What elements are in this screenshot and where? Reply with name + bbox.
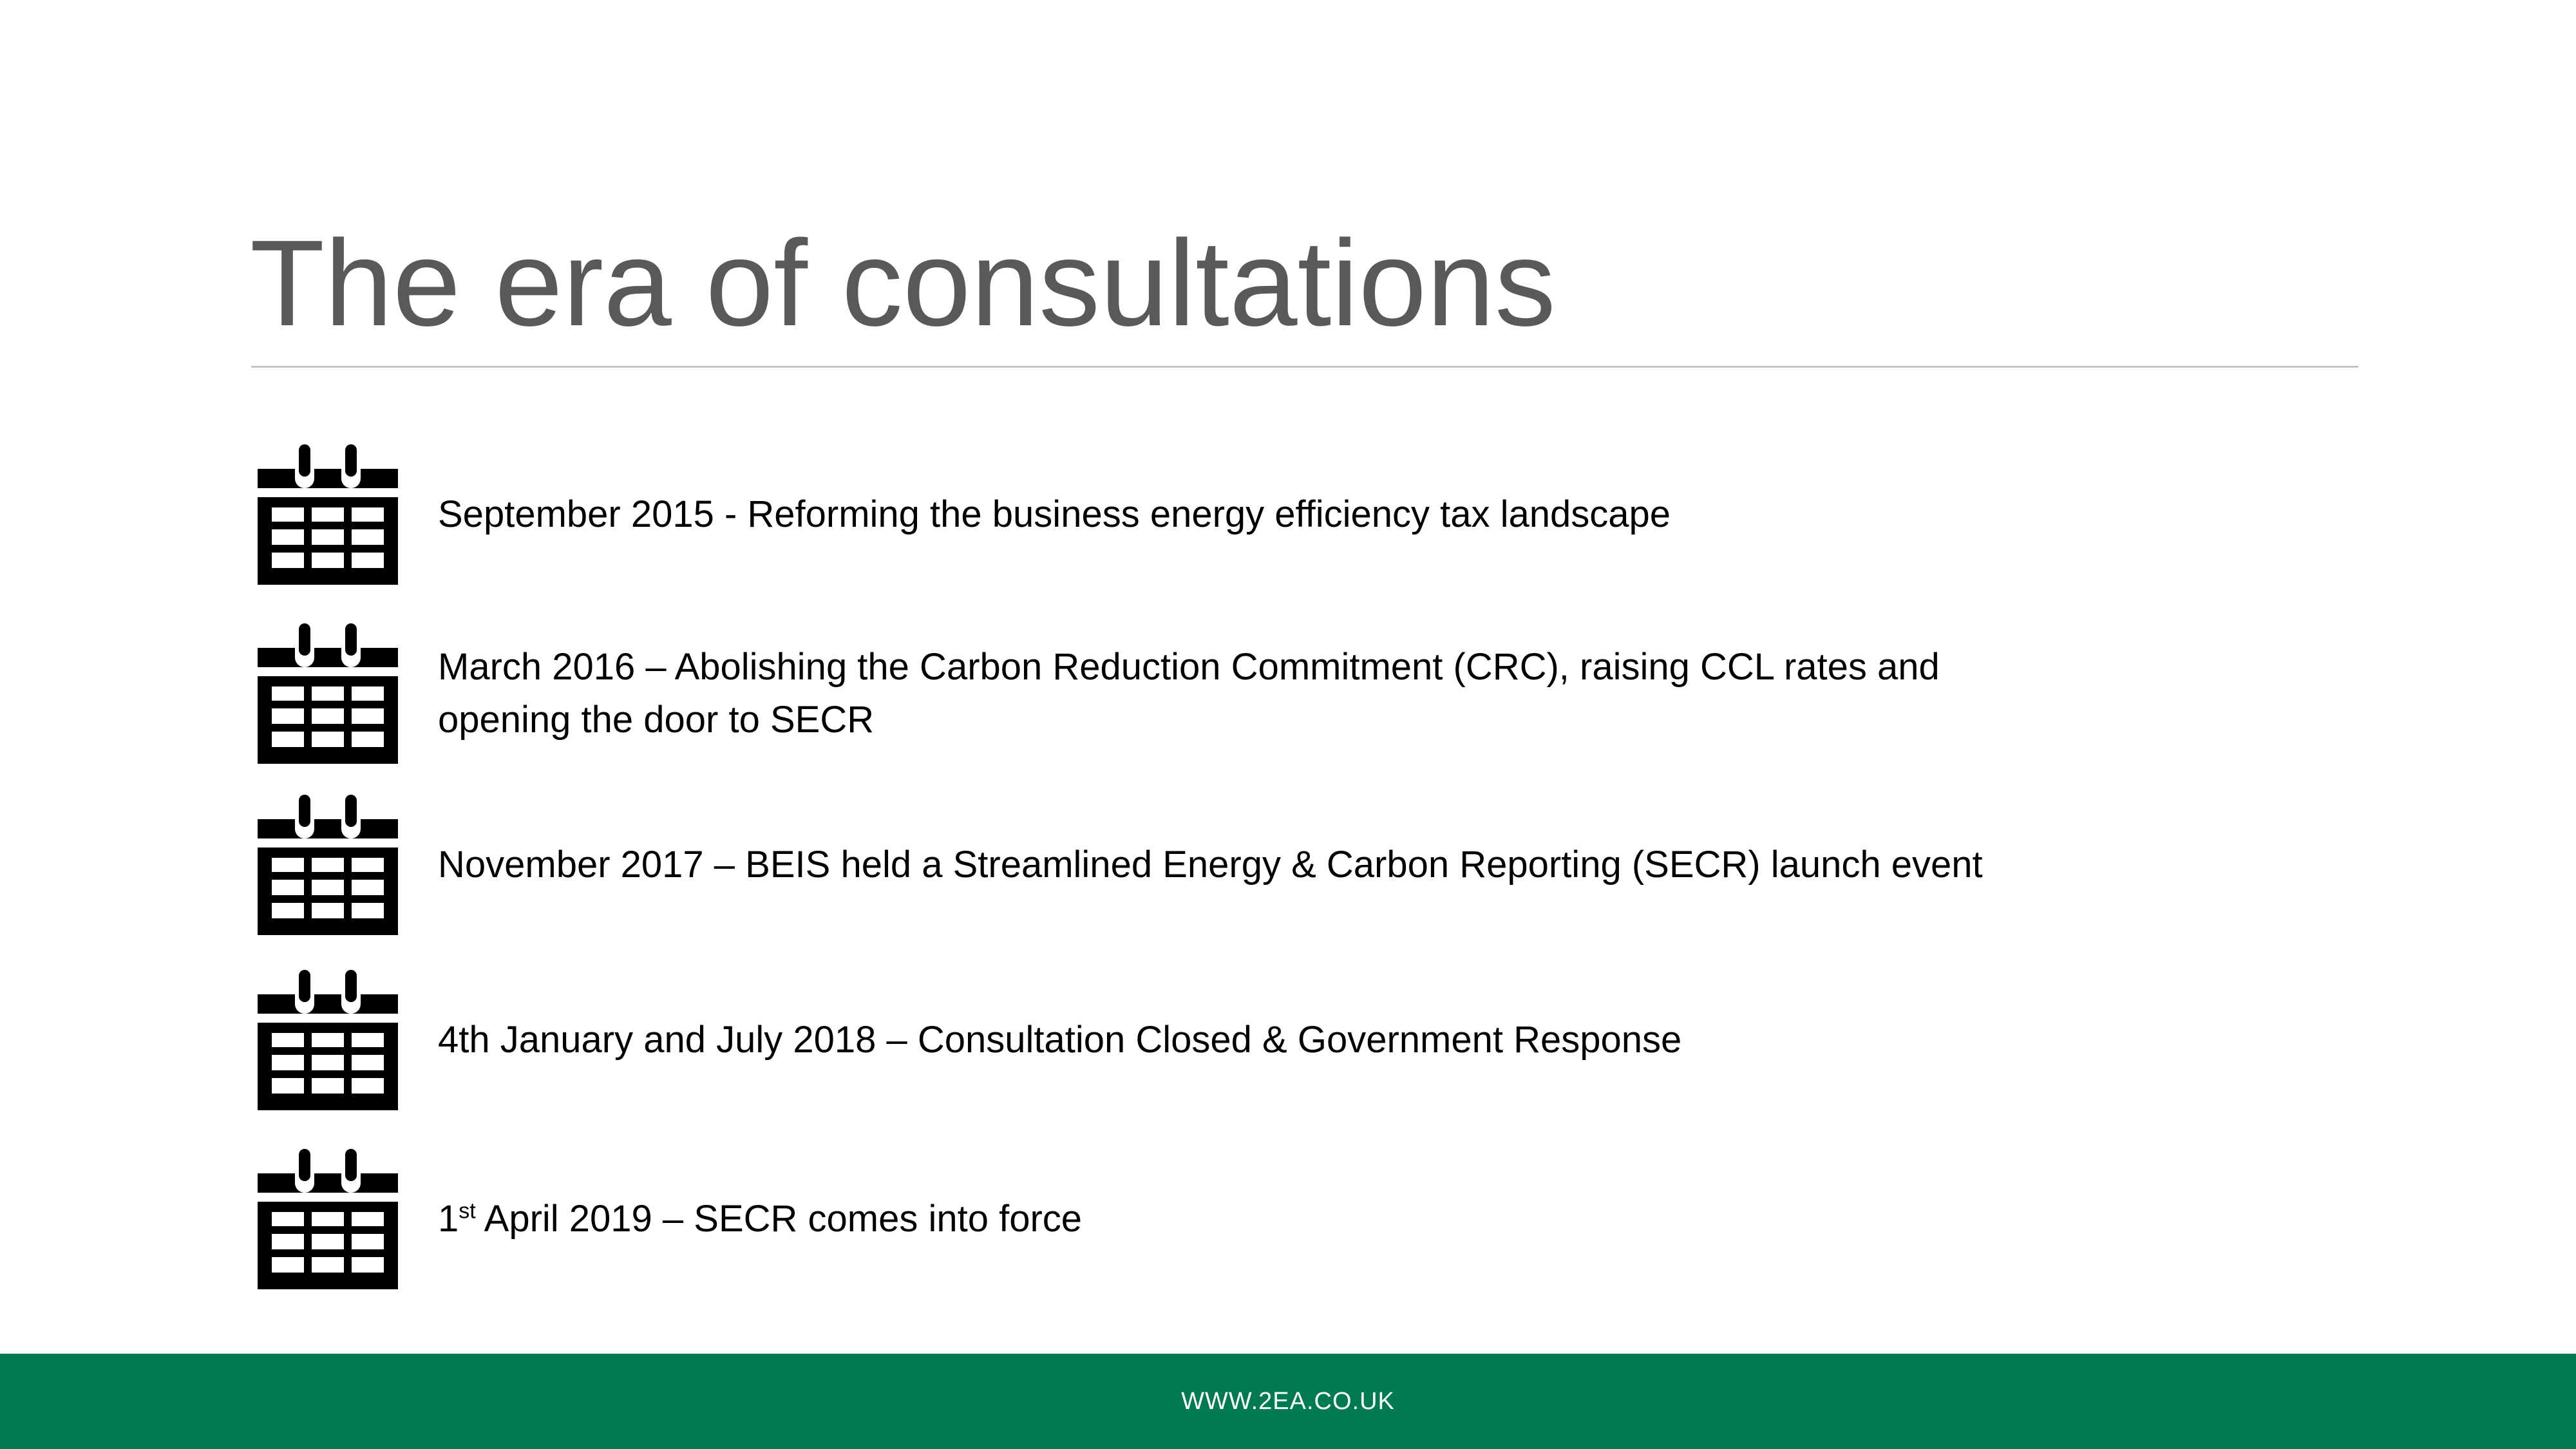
timeline-item-label: March 2016 – Abolishing the Carbon Reduction Commitment (CRC), raising CCL rates and opening the door to SECR: [438, 646, 1940, 741]
timeline-item-label: [438, 1193, 1082, 1245]
timeline-item: [258, 795, 1983, 936]
calendar-icon: [258, 444, 398, 585]
calendar-icon: [258, 623, 398, 764]
timeline-item-text: [438, 1149, 2016, 1289]
timeline-item-day: 1: [438, 1198, 459, 1240]
calendar-icon: [258, 795, 398, 935]
footer-url: WWW.2EA.CO.UK: [1181, 1387, 1395, 1415]
timeline-item-label: 4th January and July 2018 – Consultation Closed & Government Response: [438, 1019, 1682, 1061]
timeline-item-text: [438, 444, 2016, 585]
title-divider: [251, 366, 2358, 368]
timeline-item-label: September 2015 - Reforming the business energy efficiency tax landscape: [438, 493, 1671, 535]
timeline-item-text: [438, 795, 2016, 935]
timeline-item-text: [438, 623, 2016, 764]
footer-bar: [0, 1354, 2576, 1449]
calendar-icon: [258, 1149, 398, 1289]
slide-title: The era of consultations: [250, 215, 1556, 352]
ordinal-suffix: st: [459, 1198, 476, 1224]
timeline-item: [258, 1149, 1932, 1291]
timeline-item-rest: April 2019 – SECR comes into force: [475, 1198, 1083, 1240]
timeline-item-label: November 2017 – BEIS held a Streamlined Energy & Carbon Reporting (SECR) launch event: [438, 844, 1983, 886]
calendar-icon: [258, 970, 398, 1110]
timeline-item-text: [438, 970, 2016, 1110]
timeline-item: [258, 970, 1932, 1112]
timeline-item: [258, 623, 1940, 765]
timeline-item: [258, 444, 1932, 586]
